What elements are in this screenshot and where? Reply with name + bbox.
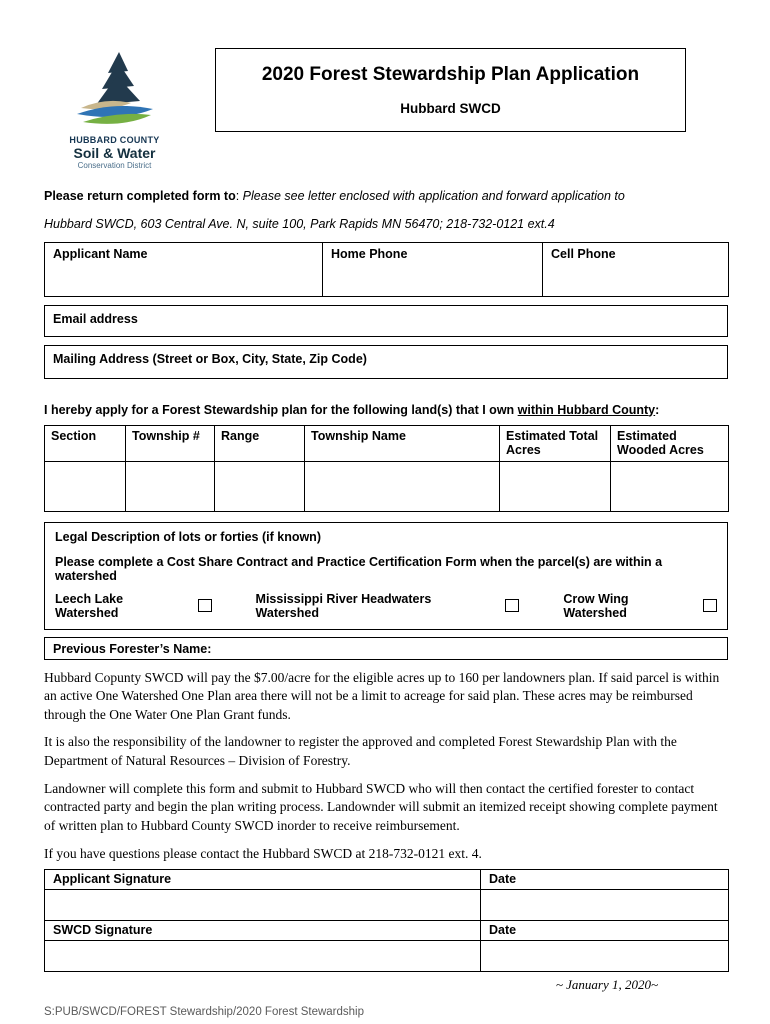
applicant-signature-label: Applicant Signature [53,872,172,887]
apply-statement-underlined: within Hubbard County [517,402,656,417]
mailing-address-field[interactable] [44,345,728,379]
apply-statement-prefix: I hereby apply for a Forest Stewardship plan for the following land(s) that I own [44,402,518,417]
applicant-date-input[interactable] [481,890,729,921]
return-instruction-text: Please see letter enclosed with application and forward application to [242,189,625,203]
org-name-line1: HUBBARD COUNTY [69,135,160,145]
swcd-signature-label: SWCD Signature [53,923,153,938]
org-logo [44,48,185,170]
swcd-signature-input[interactable] [45,941,481,972]
return-address: Hubbard SWCD, 603 Central Ave. N, suite 100, Park Rapids MN 56470; 218-732-0121 ext.4 [44,217,555,232]
land-table [44,425,729,512]
mississippi-headwaters-option [256,592,520,620]
crow-wing-option [563,592,717,620]
return-line1 [44,188,728,204]
estimated-total-acres-input[interactable] [500,461,611,511]
township-name-header: Township Name [305,425,500,461]
body-copy [44,669,728,864]
body-paragraph: Landowner will complete this form and submit to Hubbard SWCD who will then contact the certified forester to contact contracted party and begin the plan writing process. Landownder will submit an itemized receipt showing complete payment of written plan to Hubbard County SWCD inorder to receive reimbursement. [44,780,718,833]
page-title: 2020 Forest Stewardship Plan Application [261,64,640,85]
section-header: Section [45,425,126,461]
applicant-name-label: Applicant Name [53,246,148,261]
swcd-tree-logo-icon [73,115,157,132]
applicant-signature-header [45,870,481,890]
table-row [45,890,729,921]
home-phone-label: Home Phone [331,246,408,261]
leech-lake-checkbox[interactable] [198,599,212,612]
org-name-line2: Soil & Water [73,145,156,161]
previous-forester-label: Previous Forester’s Name: [53,641,212,656]
swcd-date-header [481,921,729,941]
mississippi-headwaters-label: Mississippi River Headwaters Watershed [255,591,432,620]
cell-phone-label: Cell Phone [551,246,616,261]
crow-wing-label: Crow Wing Watershed [563,591,629,620]
table-row [45,941,729,972]
watershed-instruction: Please complete a Cost Share Contract and Practice Certification Form when the parcel(s) are within a watershed [55,554,663,583]
home-phone-field[interactable] [323,242,543,296]
legal-description-label: Legal Description of lots or forties (if known) [55,529,321,544]
page-subtitle: Hubbard SWCD [400,101,501,116]
email-address-field[interactable] [44,305,728,337]
crow-wing-checkbox[interactable] [703,599,717,612]
org-name-line3: Conservation District [77,161,152,170]
estimated-wooded-acres-header: Estimated Wooded Acres [611,425,729,461]
previous-forester-field[interactable] [44,637,728,660]
body-paragraph: Hubbard Copunty SWCD will pay the $7.00/acre for the eligible acres up to 160 per landowners plan. If said parcel is within an active One Watershed One Plan area there will not be a limit to acreage for said plan. These acres may be reimbursed through the One Water One Plan Grant funds. [44,669,720,722]
body-paragraph: It is also the responsibility of the landowner to register the approved and completed Forest Stewardship Plan with the Department of Natural Resources – Division of Forestry. [44,734,677,768]
page-header [44,48,728,170]
township-name-input[interactable] [305,461,500,511]
return-colon: : [235,189,243,203]
mississippi-headwaters-checkbox[interactable] [505,599,519,612]
date-label: Date [489,923,517,938]
applicant-signature-input[interactable] [45,890,481,921]
leech-lake-label: Leech Lake Watershed [55,591,124,620]
apply-statement-suffix: : [655,402,660,417]
watershed-options [55,592,717,620]
applicant-date-header [481,870,729,890]
signature-table [44,869,729,972]
range-header: Range [215,425,305,461]
date-label: Date [489,872,517,887]
table-header-row [45,870,729,890]
range-input[interactable] [215,461,305,511]
apply-statement [44,403,728,417]
table-header-row [45,425,729,461]
swcd-date-input[interactable] [481,941,729,972]
township-number-input[interactable] [126,461,215,511]
township-number-header: Township # [126,425,215,461]
section-input[interactable] [45,461,126,511]
swcd-signature-header [45,921,481,941]
file-path-footer: S:PUB/SWCD/FOREST Stewardship/2020 Forest Stewardship [44,1006,364,1019]
estimated-wooded-acres-input[interactable] [611,461,729,511]
table-header-row [45,921,729,941]
legal-description-box[interactable] [44,522,728,630]
table-row [45,242,729,296]
title-box [215,48,686,132]
applicant-table [44,242,729,297]
table-row [45,461,729,511]
return-label: Please return completed form to [44,189,236,203]
email-address-label: Email address [53,311,138,326]
applicant-name-field[interactable] [45,242,323,296]
leech-lake-option [55,592,212,620]
body-paragraph: If you have questions please contact the Hubbard SWCD at 218-732-0121 ext. 4. [44,845,482,861]
mailing-address-label: Mailing Address (Street or Box, City, State, Zip Code) [53,351,367,366]
estimated-total-acres-header: Estimated Total Acres [500,425,611,461]
return-instructions [44,188,728,233]
revision-date-note: ~ January 1, 2020~ [555,977,658,993]
cell-phone-field[interactable] [543,242,729,296]
